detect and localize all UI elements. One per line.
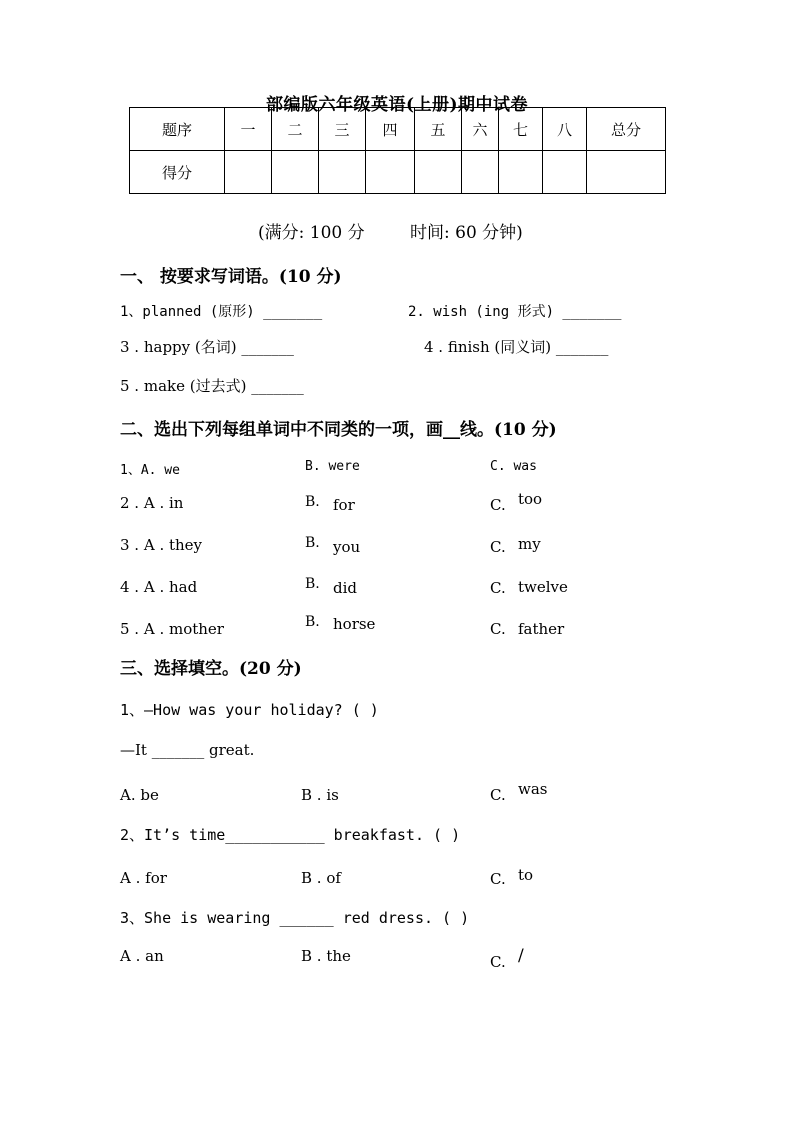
- section1-item: 4 . finish (同义词) _______: [424, 338, 609, 356]
- score-cell[interactable]: [462, 151, 499, 194]
- section1-heading: 一、 按要求写词语。(10 分): [120, 267, 342, 287]
- section3-option-b: B . the: [301, 947, 351, 965]
- section2-option-c-word: my: [518, 535, 541, 553]
- score-cell[interactable]: [366, 151, 415, 194]
- section2-option-c-letter: C.: [490, 496, 506, 514]
- section3-option-c-letter: C.: [490, 786, 506, 804]
- header-cell: 七: [499, 108, 543, 151]
- section1-item: 2. wish (ing 形式) _______: [408, 304, 622, 320]
- section3-question: 3、She is wearing ______ red dress. ( ): [120, 909, 470, 927]
- header-cell: 题序: [130, 108, 225, 151]
- score-cell[interactable]: [587, 151, 666, 194]
- section3-option-b: B . is: [301, 786, 339, 804]
- score-cell[interactable]: [272, 151, 319, 194]
- score-table-score-row: [130, 151, 666, 194]
- section2-option-a: 5 . A . mother: [120, 620, 224, 638]
- score-cell[interactable]: [415, 151, 462, 194]
- section2-option-b-word: you: [333, 538, 361, 556]
- section2-option-b-word: horse: [333, 615, 376, 633]
- section2-heading: 二、选出下列每组单词中不同类的一项，画__线。(10 分): [120, 420, 557, 440]
- full-score-text: (满分: 100 分: [258, 223, 365, 243]
- section2-option-c-word: twelve: [518, 578, 568, 596]
- section2-option-c: C. was: [490, 459, 537, 474]
- header-cell: 三: [319, 108, 366, 151]
- section2-option-b-letter: B.: [305, 614, 320, 630]
- section3-question: 2、It’s time___________ breakfast. ( ): [120, 826, 461, 844]
- header-cell: 六: [462, 108, 499, 151]
- section3-option-a: A . an: [120, 947, 164, 965]
- exam-title: 部编版六年级英语(上册)期中试卷: [265, 95, 529, 115]
- section2-option-c-letter: C.: [490, 538, 506, 556]
- section1-item: 5 . make (过去式) _______: [120, 377, 304, 395]
- row-label-cell: 得分: [130, 151, 225, 194]
- score-cell[interactable]: [543, 151, 587, 194]
- section3-option-a: A. be: [120, 786, 159, 804]
- score-cell[interactable]: [225, 151, 272, 194]
- section3-option-c-word: /: [518, 946, 524, 966]
- header-cell: 四: [366, 108, 415, 151]
- section3-option-c-word: was: [518, 780, 548, 798]
- section2-option-a: 1、A. we: [120, 463, 180, 478]
- header-cell: 五: [415, 108, 462, 151]
- section3-option-c-letter: C.: [490, 953, 506, 971]
- section3-question: 1、—How was your holiday? ( ): [120, 701, 379, 719]
- section3-option-c-letter: C.: [490, 870, 506, 888]
- header-cell: 总分: [587, 108, 666, 151]
- section2-option-c-word: father: [518, 620, 565, 638]
- section2-option-b-word: did: [333, 579, 358, 597]
- time-text: 时间: 60 分钟): [410, 223, 523, 243]
- section2-option-b-word: for: [333, 496, 355, 514]
- section3-option-c-word: to: [518, 866, 534, 884]
- header-cell: 八: [543, 108, 587, 151]
- section2-option-a: 3 . A . they: [120, 536, 203, 554]
- score-cell[interactable]: [319, 151, 366, 194]
- section1-item: 3 . happy (名词) _______: [120, 338, 294, 356]
- section3-answer-line: —It _______ great.: [120, 741, 255, 759]
- section2-option-c-letter: C.: [490, 620, 506, 638]
- section2-option-a: 4 . A . had: [120, 578, 198, 596]
- section3-option-b: B . of: [301, 869, 341, 887]
- section2-option-b: B. were: [305, 459, 360, 474]
- score-table-header-row: [130, 108, 666, 151]
- section2-option-b-letter: B.: [305, 576, 320, 592]
- score-cell[interactable]: [499, 151, 543, 194]
- section3-option-a: A . for: [120, 869, 167, 887]
- score-table: [129, 107, 666, 194]
- section2-option-b-letter: B.: [305, 535, 320, 551]
- section3-heading: 三、选择填空。(20 分): [120, 659, 302, 679]
- section1-item: 1、planned (原形) _______: [120, 304, 323, 320]
- section2-option-b-letter: B.: [305, 494, 320, 510]
- header-cell: 二: [272, 108, 319, 151]
- section2-option-c-word: too: [518, 490, 543, 508]
- section2-option-a: 2 . A . in: [120, 494, 184, 512]
- header-cell: 一: [225, 108, 272, 151]
- section2-option-c-letter: C.: [490, 579, 506, 597]
